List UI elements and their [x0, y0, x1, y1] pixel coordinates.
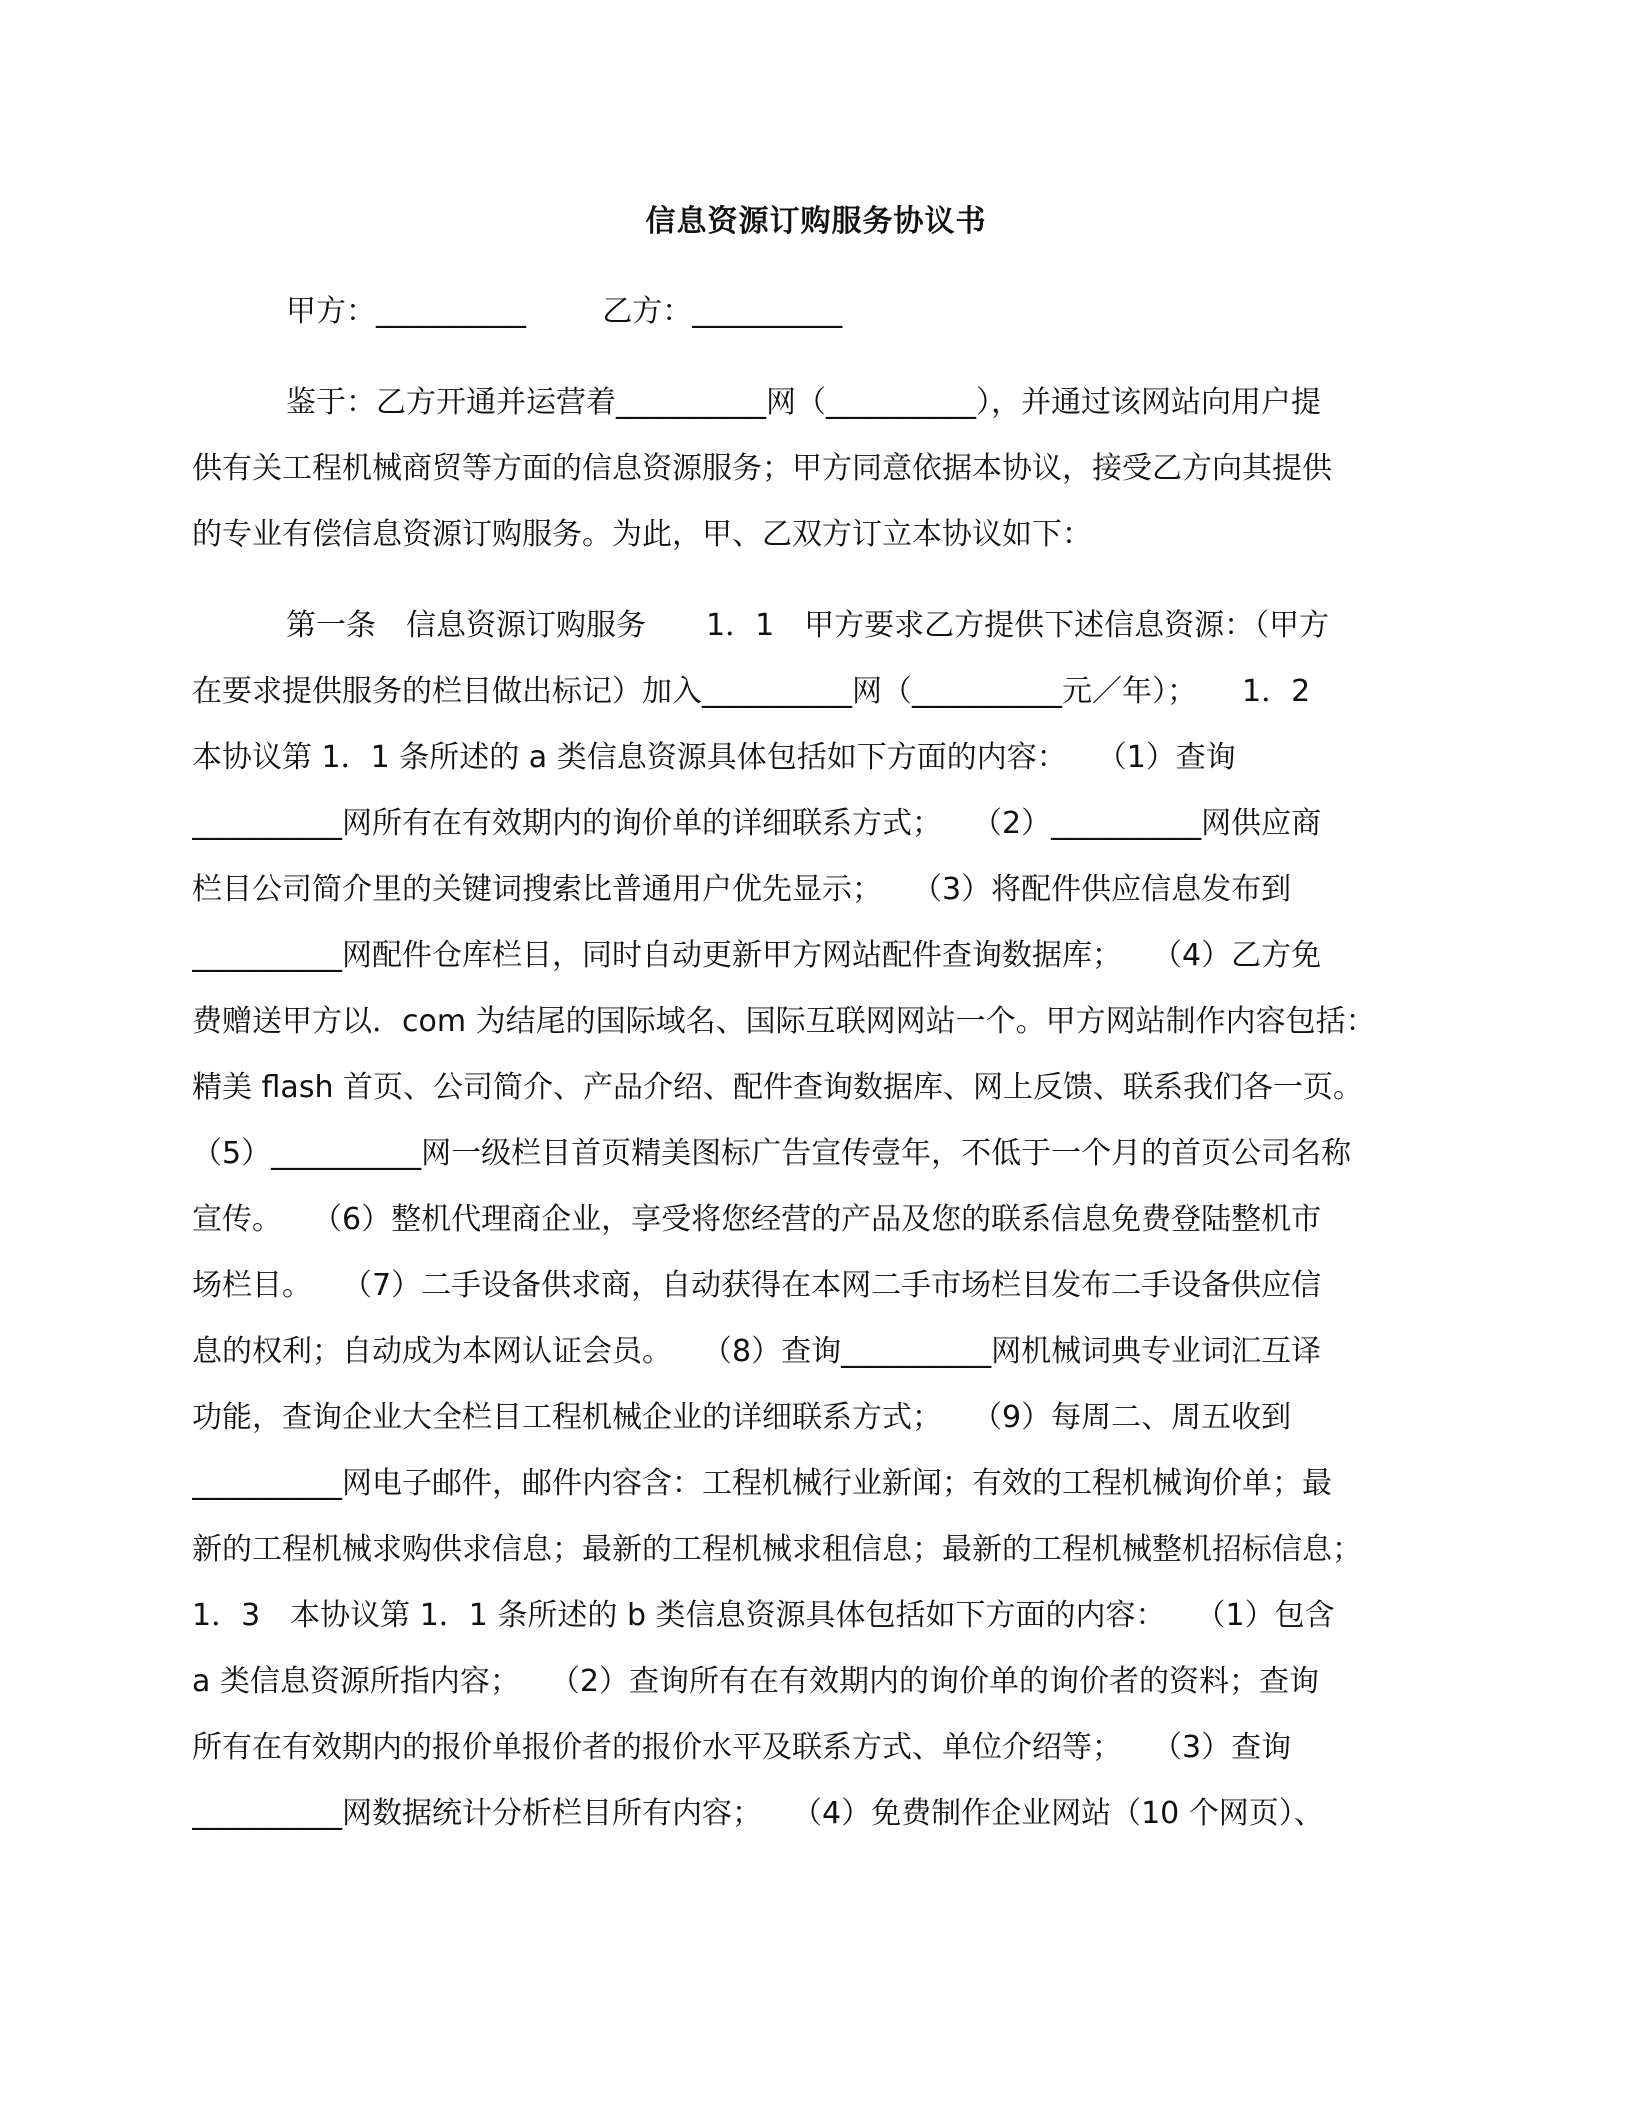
paragraph-line: 第一条 信息资源订购服务 1．1 甲方要求乙方提供下述信息资源：（甲方	[286, 608, 1330, 643]
paragraph-line: __________网电子邮件，邮件内容含：工程机械行业新闻；有效的工程机械询价单；最	[192, 1466, 1332, 1501]
paragraph-line: 的专业有偿信息资源订购服务。为此，甲、乙双方订立本协议如下：	[192, 517, 1092, 552]
paragraph-line: 所有在有效期内的报价单报价者的报价水平及联系方式、单位介绍等； （3）查询	[192, 1730, 1292, 1765]
paragraph-line: __________网所有在有效期内的询价单的详细联系方式； （2）__________网供应商	[192, 806, 1322, 841]
paragraph-line: 场栏目。 （7）二手设备供求商，自动获得在本网二手市场栏目发布二手设备供应信	[192, 1268, 1322, 1303]
paragraph-line: 在要求提供服务的栏目做出标记）加入__________网（__________元／年）； 1．2	[192, 674, 1311, 709]
party-line: 甲方：__________ 乙方：__________	[286, 294, 843, 329]
paragraph-line: 息的权利；自动成为本网认证会员。 （8）查询__________网机械词典专业词汇互译	[192, 1334, 1322, 1369]
paragraph-line: 1．3 本协议第 1．1 条所述的 b 类信息资源具体包括如下方面的内容： （1）包含	[192, 1598, 1335, 1633]
paragraph-line: 本协议第 1．1 条所述的 a 类信息资源具体包括如下方面的内容： （1）查询	[192, 740, 1236, 775]
paragraph-line: 鉴于：乙方开通并运营着__________网（__________），并通过该网站向用户提	[286, 385, 1321, 420]
paragraph-line: 栏目公司简介里的关键词搜索比普通用户优先显示； （3）将配件供应信息发布到	[192, 872, 1292, 907]
paragraph-line: 新的工程机械求购供求信息；最新的工程机械求租信息；最新的工程机械整机招标信息；	[192, 1532, 1362, 1567]
paragraph-line: 精美 flash 首页、公司简介、产品介绍、配件查询数据库、网上反馈、联系我们各一页。	[192, 1070, 1363, 1105]
paragraph-line: __________网数据统计分析栏目所有内容； （4）免费制作企业网站（10 个网页）、	[192, 1796, 1324, 1831]
paragraph-line: 宣传。 （6）整机代理商企业，享受将您经营的产品及您的联系信息免费登陆整机市	[192, 1202, 1322, 1237]
paragraph-line: a 类信息资源所指内容； （2）查询所有在有效期内的询价单的询价者的资料；查询	[192, 1664, 1320, 1699]
paragraph-line: __________网配件仓库栏目，同时自动更新甲方网站配件查询数据库； （4）乙方免	[192, 938, 1322, 973]
paragraph-line: 供有关工程机械商贸等方面的信息资源服务；甲方同意依据本协议，接受乙方向其提供	[192, 451, 1332, 486]
paragraph-line: 功能，查询企业大全栏目工程机械企业的详细联系方式； （9）每周二、周五收到	[192, 1400, 1292, 1435]
document-title: 信息资源订购服务协议书	[645, 204, 987, 239]
paragraph-line: （5）__________网一级栏目首页精美图标广告宣传壹年，不低于一个月的首页公司名称	[192, 1136, 1352, 1171]
paragraph-line: 费赠送甲方以．com 为结尾的国际域名、国际互联网网站一个。甲方网站制作内容包括：	[192, 1004, 1376, 1039]
